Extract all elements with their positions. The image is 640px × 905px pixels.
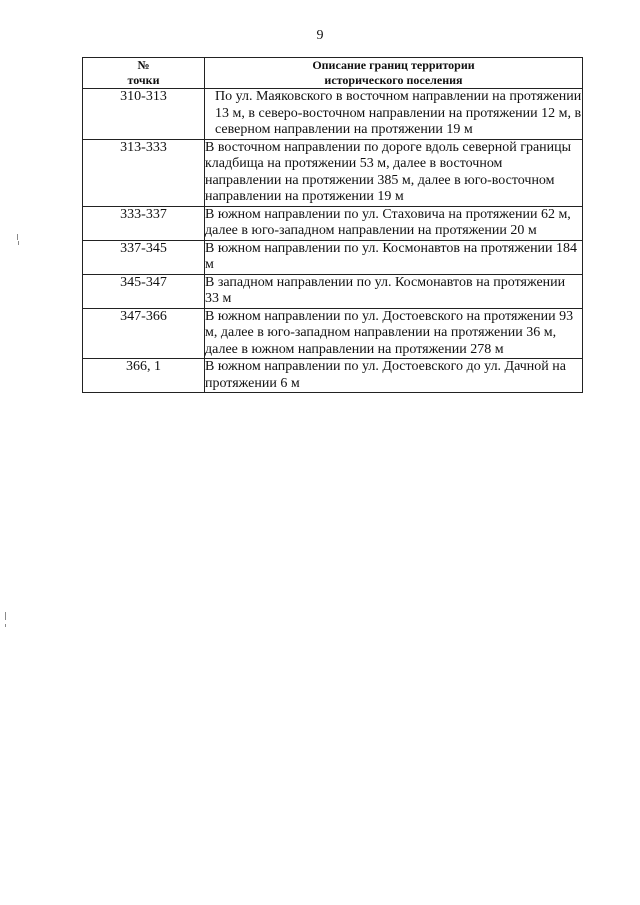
boundary-description-table	[82, 57, 583, 393]
boundary-description-cell: По ул. Маяковского в восточном направлении на протяжении 13 м, в северо-восточном направлении на протяжении 12 м, в северном направлении на протяжении 19 м	[205, 89, 583, 140]
table-row	[83, 89, 583, 140]
boundary-description-cell: В южном направлении по ул. Космонавтов на протяжении 184 м	[205, 240, 583, 274]
table-row	[83, 240, 583, 274]
boundary-description-cell: В южном направлении по ул. Достоевского до ул. Дачной на протяжении 6 м	[205, 359, 583, 393]
boundary-description-cell: В восточном направлении по дороге вдоль северной границы кладбища на протяжении 53 м, далее в восточном направлении на протяжении 385 м, далее в юго-восточном направлении на протяжении 19 м	[205, 139, 583, 206]
page-number: 9	[316, 28, 324, 43]
boundary-description-cell: В западном направлении по ул. Космонавтов на протяжении 33 м	[205, 274, 583, 308]
description-header-line-2: исторического поселения	[324, 73, 463, 87]
scan-speck	[5, 612, 6, 620]
table-row	[83, 274, 583, 308]
table-header-row	[83, 58, 583, 89]
point-range-cell: 310-313	[83, 89, 205, 140]
table-row	[83, 206, 583, 240]
point-range-cell: 345-347	[83, 274, 205, 308]
point-column-header	[83, 58, 205, 89]
scan-speck	[17, 234, 18, 240]
description-header-line-1: Описание границ территории	[312, 58, 475, 72]
boundary-description-cell: В южном направлении по ул. Достоевского на протяжении 93 м, далее в юго-западном направлении на протяжении 36 м, далее в южном направлении на протяжении 278 м	[205, 308, 583, 359]
scan-speck	[5, 624, 6, 627]
table-row	[83, 359, 583, 393]
point-range-cell: 313-333	[83, 139, 205, 206]
point-range-cell: 337-345	[83, 240, 205, 274]
boundary-description-cell: В южном направлении по ул. Стаховича на протяжении 62 м, далее в юго-западном направлении на протяжении 20 м	[205, 206, 583, 240]
point-range-cell: 333-337	[83, 206, 205, 240]
point-header-line-1: №	[137, 58, 150, 72]
table-row	[83, 139, 583, 206]
description-column-header	[205, 58, 583, 89]
table-row	[83, 308, 583, 359]
point-header-line-2: точки	[127, 73, 160, 87]
scan-speck	[18, 241, 19, 245]
point-range-cell: 347-366	[83, 308, 205, 359]
point-range-cell: 366, 1	[83, 359, 205, 393]
